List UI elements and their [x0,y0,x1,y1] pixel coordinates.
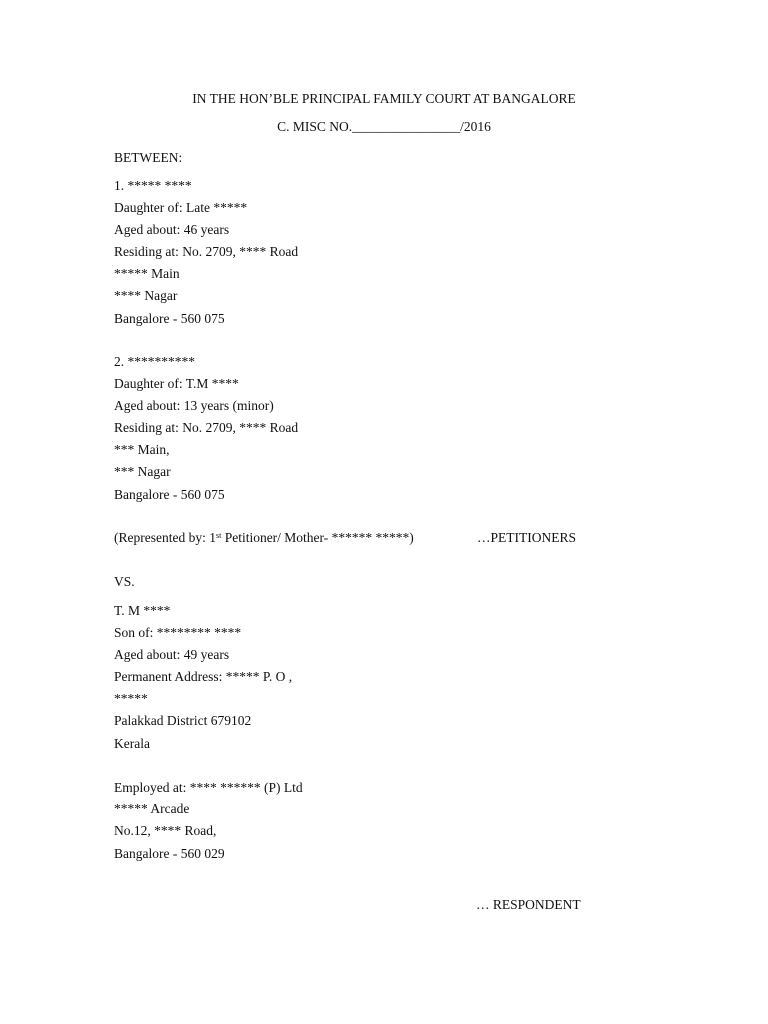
petitioner-2-line: *** Nagar [114,464,171,479]
respondent-role: … RESPONDENT [476,897,581,912]
employment-line: No.12, **** Road, [114,823,217,838]
employment-line: Bangalore - 560 029 [114,846,225,861]
represented-suffix: Petitioner/ Mother- ****** *****) [221,530,414,545]
petitioner-1-line: Residing at: No. 2709, **** Road [114,244,299,259]
employment-line: Employed at: **** ****** (P) Ltd [114,780,303,795]
represented-prefix: (Represented by: 1 [114,530,216,545]
between-label: BETWEEN: [114,150,183,165]
respondent-line: T. M **** [114,603,171,618]
petitioner-1-line: Aged about: 46 years [114,222,230,237]
petitioner-1-line: Bangalore - 560 075 [114,311,225,326]
petitioner-2-line: Daughter of: T.M **** [114,376,239,391]
respondent-line: Kerala [114,736,150,751]
petitioner-2-line: Bangalore - 560 075 [114,487,225,502]
vs-label: VS. [114,574,135,589]
respondent-line: Son of: ******** **** [114,625,242,640]
petitioner-1-line: Daughter of: Late ***** [114,200,248,215]
petitioner-2-line: Residing at: No. 2709, **** Road [114,420,299,435]
court-title: IN THE HON’BLE PRINCIPAL FAMILY COURT AT BANGALORE [192,91,576,106]
petitioner-2-name: 2. ********** [114,354,195,369]
petitioner-1-line: **** Nagar [114,288,178,303]
employment-line: ***** Arcade [114,801,190,816]
respondent-line: Permanent Address: ***** P. O , [114,669,293,684]
petitioner-2-line: Aged about: 13 years (minor) [114,398,274,413]
respondent-line: Aged about: 49 years [114,647,230,662]
petitioners-role: …PETITIONERS [477,530,576,545]
case-number: C. MISC NO.________________/2016 [277,119,491,134]
represented-by [114,530,414,546]
respondent-line: ***** [114,691,148,706]
respondent-line: Palakkad District 679102 [114,713,252,728]
petitioner-2-line: *** Main, [114,442,170,457]
petitioner-1-line: ***** Main [114,266,180,281]
petitioner-1-name: 1. ***** **** [114,178,192,193]
represented-superscript: st [215,531,222,540]
